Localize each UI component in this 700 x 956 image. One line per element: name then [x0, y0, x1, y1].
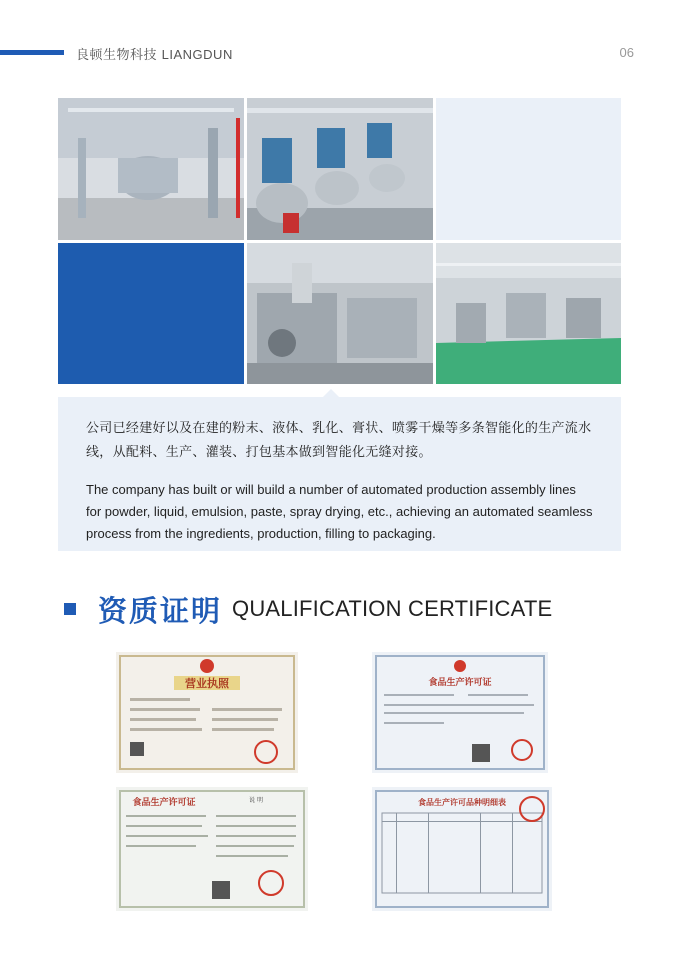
header-accent-bar	[0, 50, 64, 55]
food-license-title-2: 食品生产许可证	[132, 798, 196, 808]
business-license-title: 营业执照	[185, 677, 229, 690]
description-cn: 公司已经建好以及在建的粉末、液体、乳化、膏状、喷雾干燥等多条智能化的生产流水线，从配料、生产、灌装、打包基本做到智能化无缝对接。	[86, 421, 592, 460]
heading-square-icon	[64, 603, 76, 615]
certificate-business-license	[116, 652, 298, 773]
qualification-heading	[64, 588, 552, 630]
factory-photo-green-floor	[436, 243, 621, 384]
explanation-label: 说 明	[249, 797, 263, 804]
blank-panel-blue	[58, 243, 244, 384]
factory-photo-grid	[58, 98, 621, 384]
brand-name-en: LIANGDUN	[161, 47, 233, 62]
certificate-food-variety-list	[372, 787, 552, 911]
brand-name	[76, 44, 233, 63]
certificate-food-license-explanation	[116, 787, 308, 911]
page-number: 06	[619, 45, 634, 60]
certificate-food-license	[372, 652, 548, 773]
food-license-title: 食品生产许可证	[428, 678, 492, 688]
blank-panel-light	[436, 98, 621, 240]
qualification-title-cn: 资质证明	[98, 593, 223, 628]
description-en: The company has built or will build a number of automated production assembly lines for powder, liquid, emulsion, paste, spray drying, etc., achieving an automated seamless process from the ingredients, production, filling to packaging.	[86, 482, 593, 541]
brand-name-cn: 良顿生物科技	[76, 48, 158, 63]
factory-photo-tanks	[58, 98, 244, 240]
qualification-title-en: QUALIFICATION CERTIFICATE	[232, 596, 553, 621]
description-panel	[58, 397, 621, 551]
factory-photo-machines	[247, 243, 433, 384]
food-variety-title: 食品生产许可品种明细表	[418, 797, 506, 807]
factory-photo-reactors	[247, 98, 433, 240]
